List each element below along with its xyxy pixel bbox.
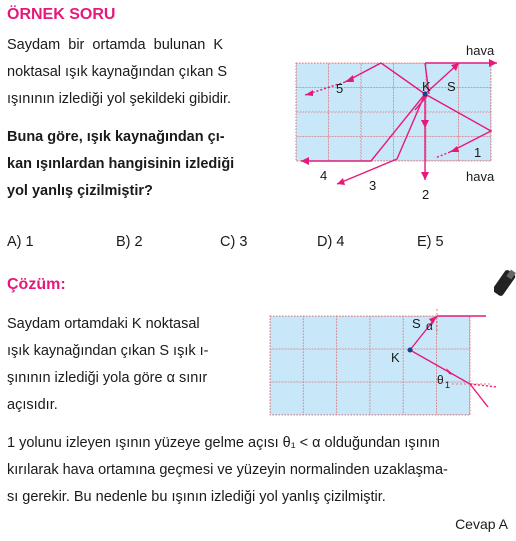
option-c[interactable]: C) 3 [220,234,248,250]
label-ray-1: 1 [474,145,482,160]
label-alpha: α [426,319,433,333]
label-theta: θ [437,373,444,387]
label-ray-4: 4 [320,168,328,183]
question-line-2: noktasal ışık kaynağından çıkan S [7,64,228,80]
option-d[interactable]: D) 4 [317,234,345,250]
prompt-line-1: Buna göre, ışık kaynağından çı- [7,129,225,145]
question-line-1: Saydam bir ortamda bulunan K [7,37,224,53]
option-e[interactable]: E) 5 [417,234,444,250]
label-k: K [422,79,431,94]
arrow-head-icon [421,172,429,180]
solution-heading: Çözüm: [7,276,66,293]
arrow-head-icon [337,178,345,185]
arrow-head-icon [489,59,497,67]
label-hava-bottom: hava [466,169,495,184]
solution-line-2: ışık kaynağından çıkan S ışık ı- [7,343,209,359]
solution-line-3: şınının izlediği yola göre α sınır [7,370,208,386]
explanation-line-3: sı gerekir. Bu nedenle bu ışının izlediği yol yanlış çizilmiştir. [7,489,386,505]
explanation-line-1: 1 yolunu izleyen ışının yüzeye gelme açısı θ₁ < α olduğundan ışının [7,435,440,451]
arrow-head-icon [482,402,490,408]
label-theta-sub: 1 [445,380,451,390]
flashlight-icon [494,264,516,300]
question-line-3: ışınının izlediği yol şekildeki gibidir. [7,91,232,107]
solution-line-4: açısıdır. [7,397,58,413]
label-s: S [447,79,456,94]
label-hava-top: hava [466,43,495,58]
label-ray-3: 3 [369,178,377,193]
label-ray-2: 2 [422,187,430,202]
explanation-line-2: kırılarak hava ortamına geçmesi ve yüzeyin normalinden uzaklaşma- [7,462,448,478]
example-figure [285,38,515,203]
example-heading: ÖRNEK SORU [7,6,116,23]
point-k [408,348,413,353]
prompt-line-2: kan ışınlardan hangisinin izlediği [7,156,235,172]
label-k: K [391,350,400,365]
prompt-line-3: yol yanlış çizilmiştir? [7,183,153,199]
solution-line-1: Saydam ortamdaki K noktasal [7,316,200,332]
option-a[interactable]: A) 1 [7,234,34,250]
answer-label: Cevap A [455,516,508,532]
label-ray-5: 5 [336,81,344,96]
label-s: S [412,316,421,331]
option-b[interactable]: B) 2 [116,234,143,250]
solution-figure [262,306,516,418]
